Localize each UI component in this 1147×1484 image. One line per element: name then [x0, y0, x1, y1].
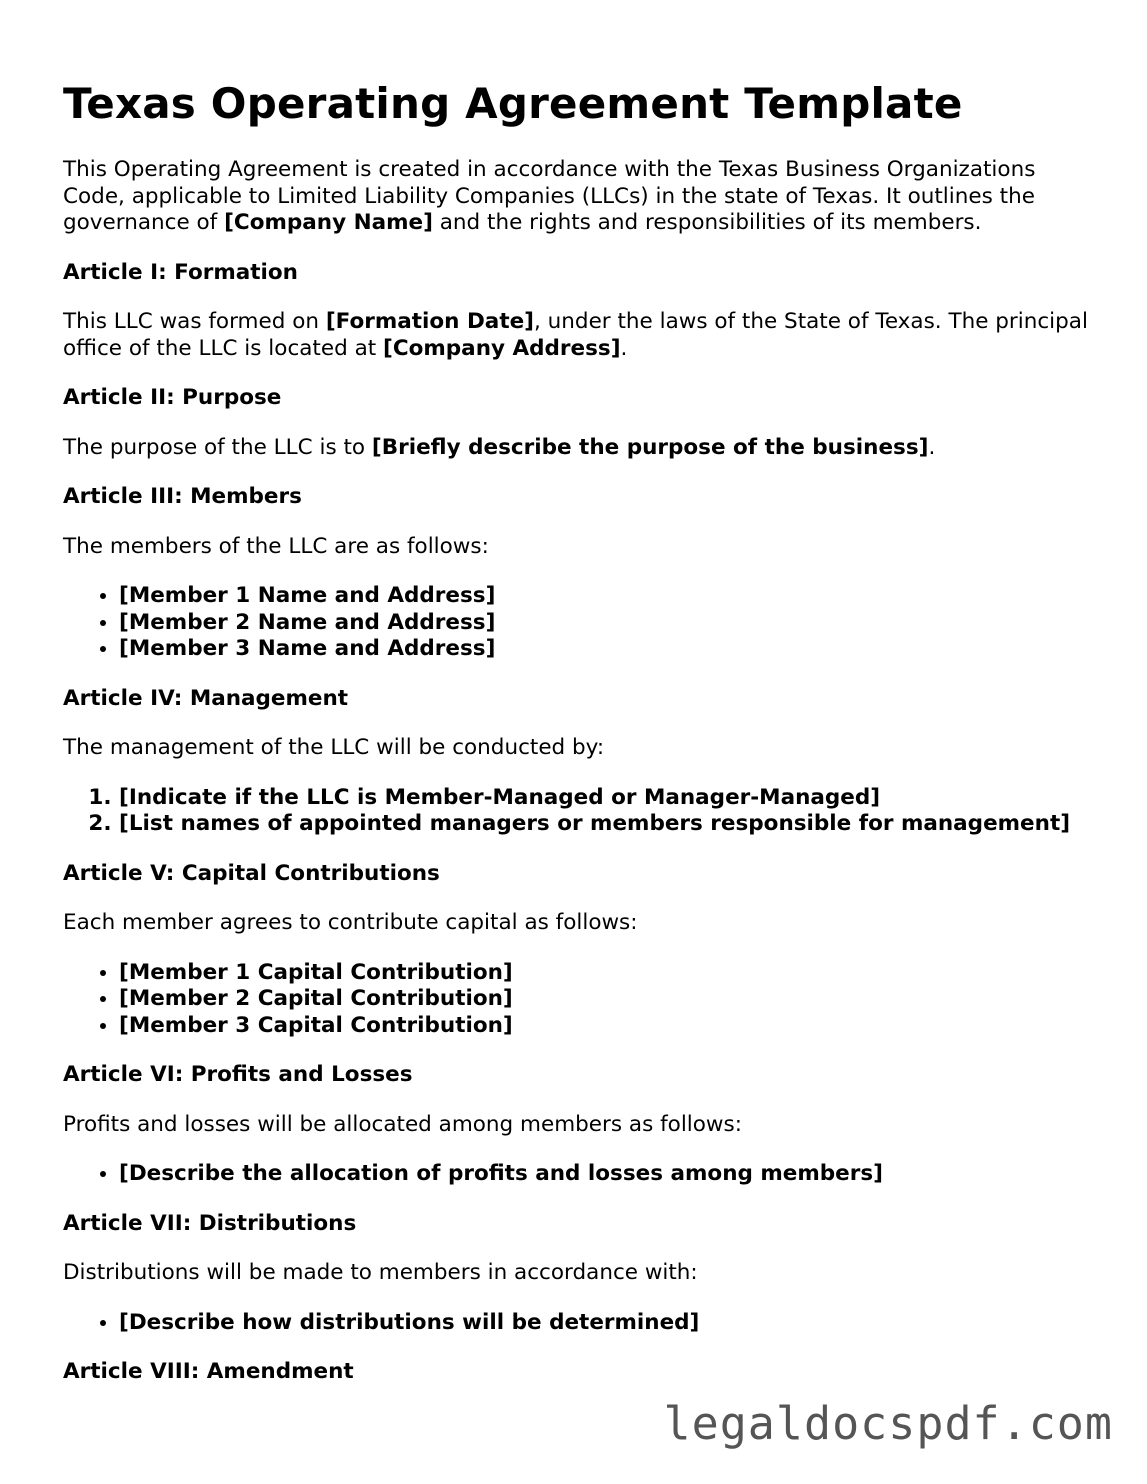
intro-text: This Operating Agreement is created in accordance with the Texas Business Organizations Code, applicable to Limited Liability Companies (LLCs) in the state of Texas. It outlines the governance of [63, 157, 1036, 235]
intro-paragraph [63, 157, 1093, 237]
list-item: • [Member 1 Name and Address] [119, 583, 1093, 610]
article-3-heading: Article III: Members [63, 484, 302, 509]
article-1-paragraph [63, 309, 1093, 362]
article-5-paragraph: Each member agrees to contribute capital as follows: [63, 910, 638, 935]
article-7-heading: Article VII: Distributions [63, 1210, 357, 1236]
list-item: • [Member 3 Capital Contribution] [119, 1013, 1093, 1040]
document-page [63, 74, 1093, 1409]
article-4-paragraph: The management of the LLC will be conducted by: [63, 735, 605, 760]
list-item: • [Member 1 Capital Contribution] [119, 960, 1093, 987]
article-7-paragraph: Distributions will be made to members in accordance with: [63, 1260, 698, 1285]
article-4-heading: Article IV: Management [63, 685, 349, 711]
list-item: • [Member 2 Capital Contribution] [119, 986, 1093, 1013]
purpose-placeholder: [Briefly describe the purpose of the business] [371, 434, 929, 460]
list-item: • [Describe how distributions will be determined] [119, 1310, 1093, 1337]
article-8-heading: Article VIII: Amendment [63, 1359, 354, 1384]
formation-date-placeholder: [Formation Date] [325, 309, 535, 334]
article-1-text-mid: , under the laws of the State of Texas. The principal office of the LLC is located at [63, 309, 1088, 361]
watermark: legaldocspdf.com [663, 1397, 1113, 1450]
intro-text-end: and the rights and responsibilities of its members. [432, 210, 982, 235]
list-item: • [Member 2 Name and Address] [119, 610, 1093, 637]
article-6-paragraph: Profits and losses will be allocated among members as follows: [63, 1111, 742, 1137]
article-1-text: This LLC was formed on [63, 309, 326, 334]
article-2-heading: Article II: Purpose [63, 385, 282, 410]
article-2-text-end: . [928, 434, 936, 460]
article-3-paragraph: The members of the LLC are as follows: [63, 533, 489, 559]
article-2-paragraph [63, 435, 1093, 462]
article-6-heading: Article VI: Profits and Losses [63, 1062, 413, 1087]
capital-list [63, 960, 1093, 1040]
profits-list [63, 1161, 1093, 1188]
management-list [63, 785, 1093, 838]
company-name-placeholder: [Company Name] [224, 210, 433, 235]
article-1-heading: Article I: Formation [63, 259, 298, 285]
article-1-text-end: . [620, 335, 628, 361]
list-item: 1. [Indicate if the LLC is Member-Managed or Manager-Managed] [119, 785, 1093, 812]
company-address-placeholder: [Company Address] [383, 335, 621, 361]
article-5-heading: Article V: Capital Contributions [63, 860, 440, 886]
members-list [63, 583, 1093, 663]
article-2-text: The purpose of the LLC is to [63, 434, 372, 460]
distributions-list [63, 1310, 1093, 1337]
list-item: • [Member 3 Name and Address] [119, 636, 1093, 663]
page-title: Texas Operating Agreement Template [63, 79, 963, 128]
list-item: 2. [List names of appointed managers or members responsible for management] [119, 811, 1093, 838]
list-item: • [Describe the allocation of profits and losses among members] [119, 1161, 1093, 1188]
